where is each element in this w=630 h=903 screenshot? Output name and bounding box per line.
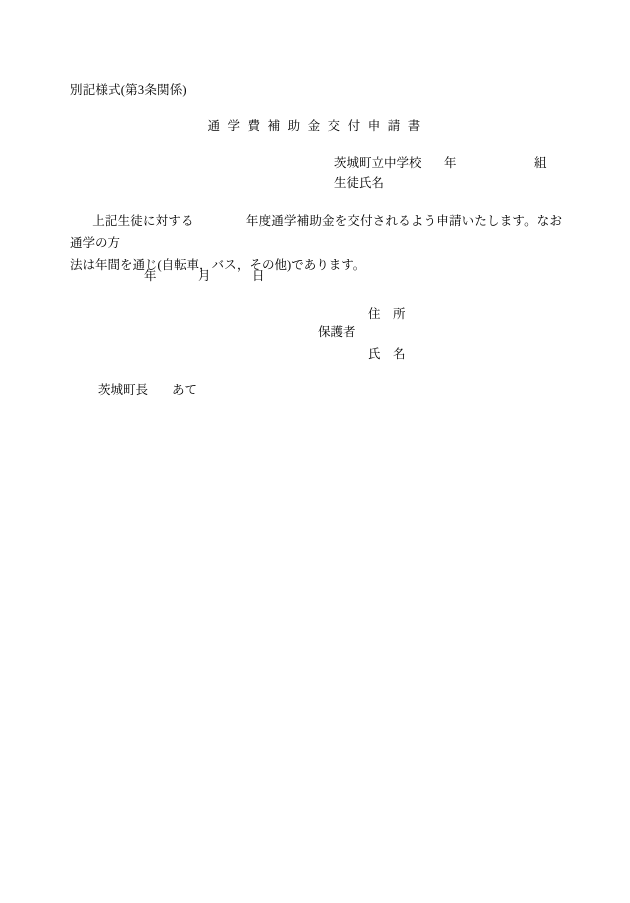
date-line	[144, 266, 265, 284]
student-name-label: 生徒氏名	[334, 176, 385, 190]
guardian-address-label: 住 所	[368, 307, 406, 321]
body-line1-tail: 年度通学補助金を交付されるよう申請いたします。なお通学の方	[70, 214, 562, 250]
school-info-row	[334, 153, 547, 173]
date-month-label: 月	[198, 269, 211, 283]
school-year-label: 年	[444, 156, 457, 170]
addressee-title: 茨城町長	[98, 383, 149, 397]
guardian-name-label: 氏 名	[368, 347, 406, 361]
school-class-label: 組	[534, 156, 547, 170]
date-year-label: 年	[144, 269, 157, 283]
body-line2: 法は年間を通じ(自転車，バス，その他)であります。	[70, 258, 366, 272]
addressee-suffix: あて	[172, 383, 198, 397]
addressee-line	[98, 380, 197, 398]
page-title: 通 学 費 補 助 金 交 付 申 請 書	[207, 119, 423, 133]
body-line1-head: 上記生徒に対する	[92, 214, 194, 228]
school-name: 茨城町立中学校	[334, 156, 422, 170]
date-day-label: 日	[252, 269, 265, 283]
guardian-label: 保護者	[318, 325, 356, 339]
form-code: 別記様式(第3条関係)	[70, 83, 187, 97]
